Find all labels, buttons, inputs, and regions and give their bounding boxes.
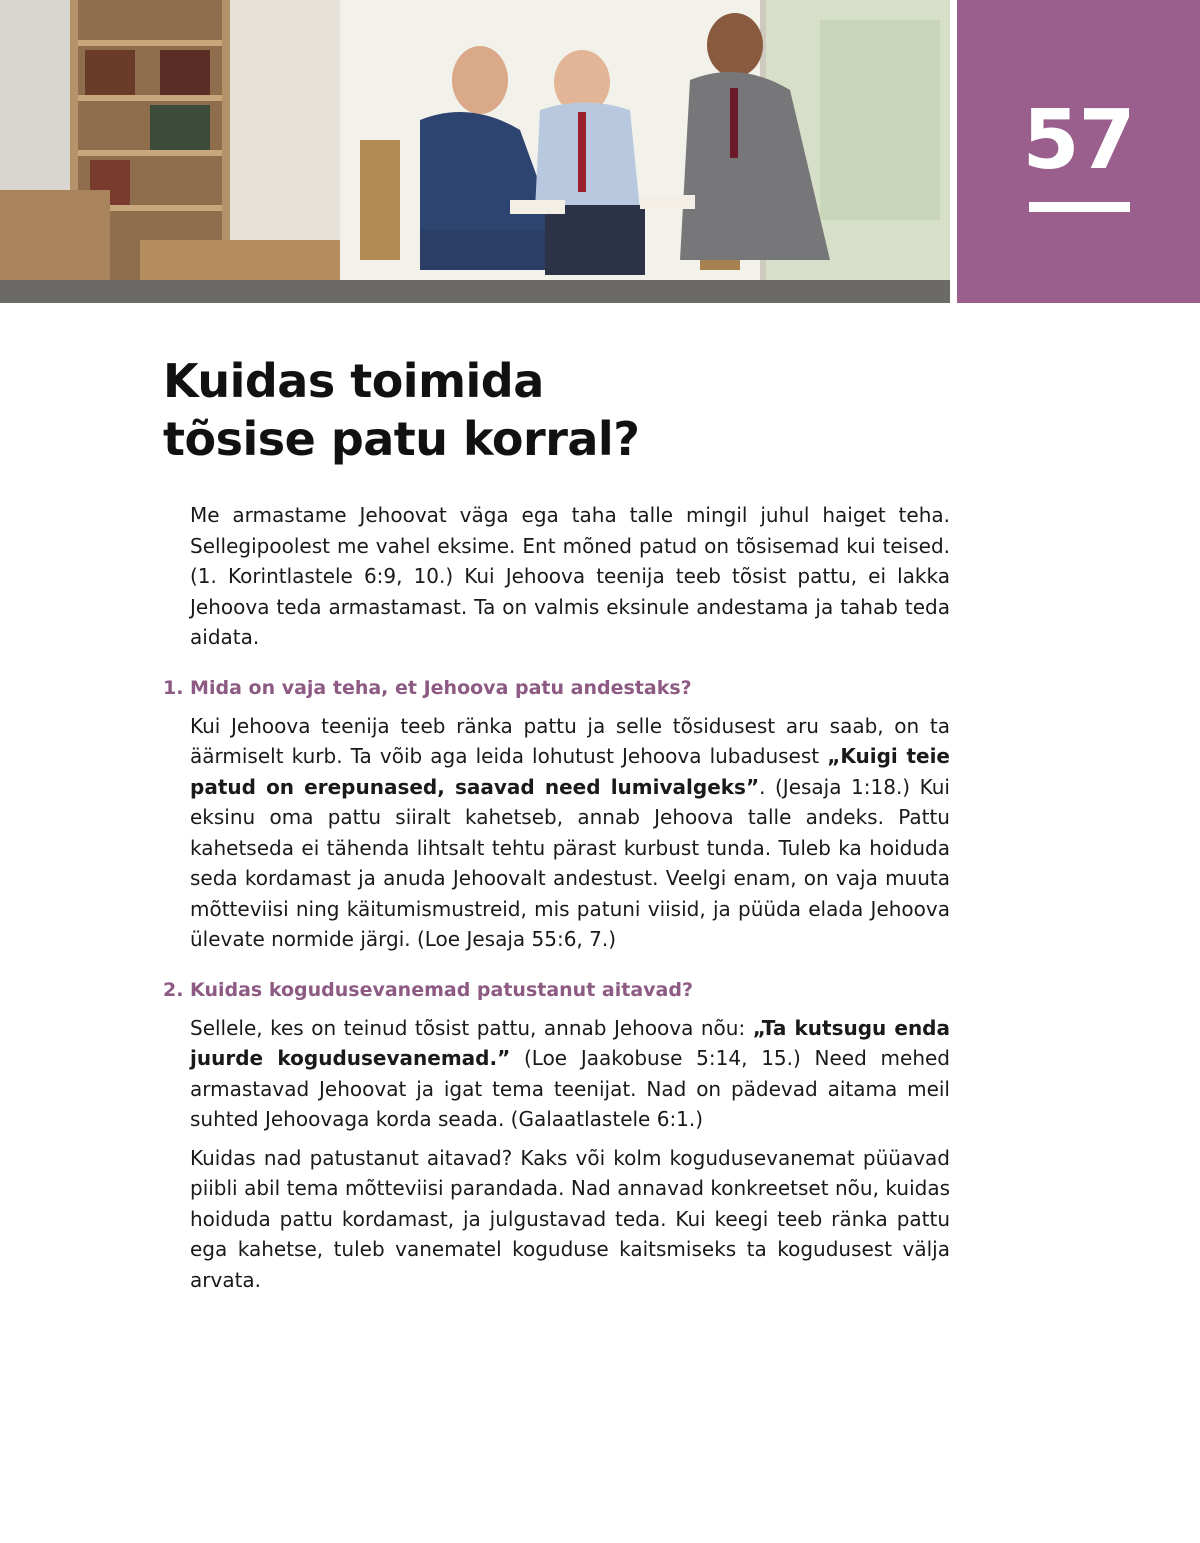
page-title [163, 352, 963, 468]
intro-paragraph: Me armastame Jehoovat väga ega taha talle mingil juhul haiget teha. Sellegipoolest me vahel eksime. Ent mõned patud on tõsisemad kui teised. (1. Korintlastele 6:9, 10.) Kui Jehoova teenija teeb tõsist pattu, ei lakka Jehoova teda armastamast. Ta on valmis eksinule andestama ja tahab teda aidata. [190, 503, 950, 649]
section-2-text-before: Sellele, kes on teinud tõsist pattu, annab Jehoova nõu: [190, 1015, 753, 1040]
section-1-text-before: Kui Jehoova teenija teeb ränka pattu ja selle tõsidusest aru saab, on ta äärmiselt kurb. Ta võib aga leida lohutust Jehoova lubadusest [190, 713, 950, 768]
section-2-paragraph-2: Kuidas nad patustanut aitavad? Kaks või kolm kogudusevanemat püüavad piibli abil tema mõtteviisi parandada. Nad annavad konkreetset nõu, kuidas hoiduda pattu kordamast, ja julgustavad teda. Kui keegi teeb ränka pattu ega kahetse, tuleb vanematel koguduse kaitsmiseks ta kogudusest välja arvata. [190, 1145, 950, 1292]
page-title-line-1: Kuidas toimida [163, 354, 544, 408]
section-2-paragraph-1 [190, 1013, 950, 1135]
lesson-photo-illustration [0, 0, 950, 303]
page-title-line-2: tõsise patu korral? [163, 412, 640, 466]
question-1-heading: 1. Mida on vaja teha, et Jehoova patu andestaks? [163, 676, 692, 699]
section-2-quote: „Ta kutsugu enda juurde kogudusevanemad.” [190, 1015, 950, 1070]
section-1-quote: „Kuigi teie patud on erepunased, saavad need lumivalgeks” [190, 744, 950, 799]
lesson-number: 57 [1022, 93, 1135, 188]
lesson-photo [0, 0, 950, 303]
section-1-text-after: . (Jesaja 1:18.) Kui eksinu oma pattu siiralt kahetseb, annab Jehoova talle andeks. Pattu kahetseda ei tähenda lihtsalt tehtu pärast kurbust tunda. Tuleb ka hoiduda seda kordamast ja anuda Jehoovalt andestust. Veelgi enam, on vaja muuta mõtteviisi ning käitumismustreid, mis patuni viisid, ja püüda elada Jehoova ülevate normide järgi. (Loe Jesaja 55:6, 7.) [190, 774, 950, 951]
question-2-heading: 2. Kuidas kogudusevanemad patustanut aitavad? [163, 978, 693, 1001]
lesson-number-underline [1029, 202, 1130, 212]
lesson-number-panel [957, 0, 1200, 303]
lesson-content [163, 500, 950, 1309]
section-1-paragraph [190, 711, 950, 955]
section-2-text-after: (Loe Jaakobuse 5:14, 15.) Need mehed armastavad Jehoovat ja igat tema teenijat. Nad on pädevad aitama meil suhted Jehoovaga korda seada. (Galaatlastele 6:1.) [190, 1046, 950, 1131]
